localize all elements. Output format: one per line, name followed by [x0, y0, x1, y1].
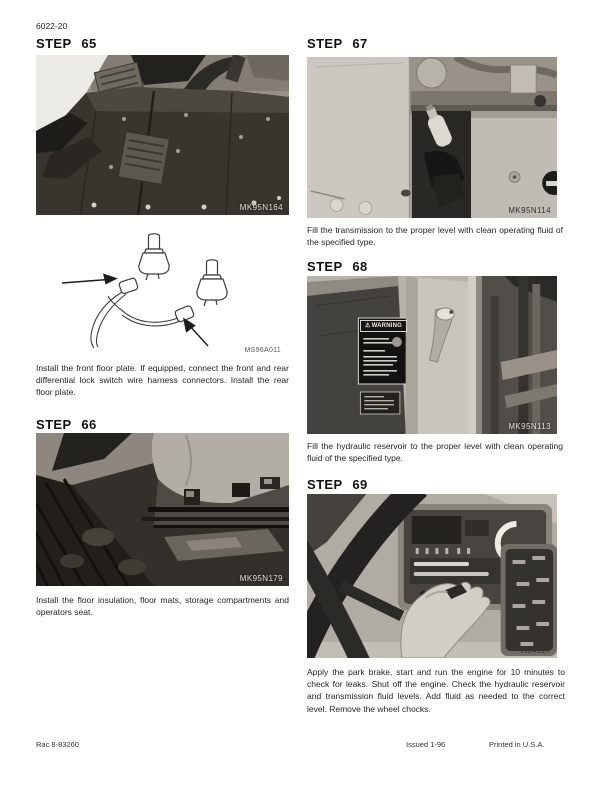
photo-id-label: A14127 — [521, 646, 551, 655]
step-68-photo-hydraulic-reservoir — [307, 276, 557, 434]
step-66-photo-seat — [36, 433, 289, 586]
step-69-photo-start-engine — [307, 494, 557, 658]
footer-publication-number: Rac 8-83260 — [36, 740, 79, 749]
page-number: 6022-20 — [36, 21, 68, 31]
step-69-caption: Apply the park brake, start and run the engine for 10 minutes to check for leaks. Shut off the engine. Check the hydraulic reservoir and transmission fluid levels. Add fluid as needed to the correct level. Remove the wheel chocks. — [307, 667, 565, 714]
warning-label-text: WARNING — [371, 323, 402, 329]
photo-id-label: MK95N164 — [239, 203, 283, 212]
small-decal-art — [360, 392, 400, 414]
step-65-title: STEP 65 — [36, 36, 97, 51]
step-66-title: STEP 66 — [36, 417, 97, 432]
photo-id-label: MK95N113 — [508, 422, 551, 431]
warning-triangle-icon: ⚠ — [365, 323, 371, 329]
warning-label — [360, 320, 407, 332]
seat-photo-art — [36, 433, 289, 586]
pedal-lower-art — [118, 132, 169, 185]
footer-issued-date: Issued 1-96 — [406, 740, 446, 749]
reservoir-photo-art — [307, 276, 557, 434]
step-66-caption: Install the floor insulation, floor mats, storage compartments and operators seat. — [36, 595, 289, 618]
diagram-id-label: MS96A011 — [244, 347, 281, 354]
step-68-title: STEP 68 — [307, 259, 368, 274]
console-photo-art — [307, 494, 557, 658]
step-65-connector-diagram — [36, 222, 289, 356]
photo-id-label: MK95N114 — [508, 206, 551, 215]
step-68-caption: Fill the hydraulic reservoir to the proper level with clean operating fluid of the specified type. — [307, 441, 563, 464]
step-67-caption: Fill the transmission to the proper level with clean operating fluid of the specified type. — [307, 225, 563, 248]
photo-id-label: MK95N179 — [239, 574, 283, 583]
wire-harness-diagram-art — [36, 222, 289, 356]
vent-panel-art — [501, 544, 557, 656]
transmission-photo-art — [307, 57, 557, 218]
step-67-title: STEP 67 — [307, 36, 368, 51]
step-67-photo-transmission-fill — [307, 57, 557, 218]
step-69-title: STEP 69 — [307, 477, 368, 492]
floor-plate-photo-art — [36, 55, 289, 215]
step-65-photo-floor-plate — [36, 55, 289, 215]
footer-printed-in: Printed in U.S.A. — [489, 740, 545, 749]
step-65-caption: Install the front floor plate. If equipped, connect the front and rear differential lock switch wire harness connectors. Install the rear floor plate. — [36, 363, 289, 398]
